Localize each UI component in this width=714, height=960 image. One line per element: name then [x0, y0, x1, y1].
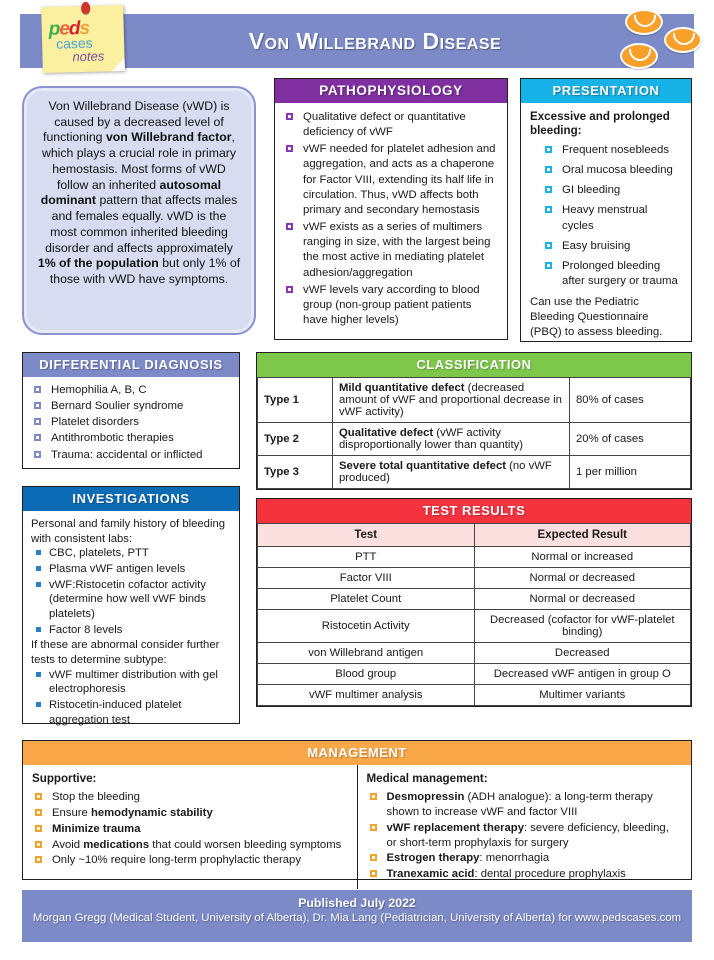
investigations-body — [23, 511, 239, 734]
management-medical-heading: Medical management: — [366, 772, 488, 785]
list-item: Estrogen therapy: menorrhagia — [367, 851, 683, 866]
logo-cases-text: cases — [55, 34, 93, 52]
test-name-cell: vWF multimer analysis — [258, 685, 475, 706]
table-row — [258, 423, 691, 456]
classification-table — [257, 377, 691, 489]
presentation-title: PRESENTATION — [521, 79, 691, 103]
test-results-table-panel — [256, 498, 692, 707]
smile-coin-icon — [664, 27, 702, 53]
table-row — [258, 643, 691, 664]
presentation-panel — [520, 78, 692, 342]
table-row — [258, 547, 691, 568]
table-row — [258, 456, 691, 489]
table-row — [258, 568, 691, 589]
management-supportive-list — [32, 790, 348, 867]
table-row — [258, 589, 691, 610]
differential-diagnosis-list — [31, 383, 231, 463]
classification-frequency-cell: 80% of cases — [570, 378, 691, 423]
list-item: Avoid medications that could worsen bleeding symptoms — [32, 838, 348, 853]
classification-title: CLASSIFICATION — [257, 353, 691, 377]
differential-diagnosis-panel — [22, 352, 240, 469]
list-item: vWF:Ristocetin cofactor activity (determine how well vWF binds platelets) — [33, 578, 231, 622]
classification-frequency-cell: 1 per million — [570, 456, 691, 489]
logo-letter-p: p — [48, 18, 60, 40]
list-item: Prolonged bleeding after surgery or trauma — [542, 259, 682, 289]
investigations-list-primary — [33, 546, 231, 637]
footer-published-date: Published July 2022 — [298, 896, 416, 910]
expected-result-cell: Normal or decreased — [474, 568, 691, 589]
list-item: Bernard Soulier syndrome — [31, 399, 231, 414]
pathophysiology-body — [275, 103, 507, 338]
logo-letter-s: s — [79, 17, 90, 40]
management-supportive-heading: Supportive: — [32, 772, 97, 785]
management-panel — [22, 740, 692, 880]
presentation-list — [542, 143, 682, 289]
list-item: vWF replacement therapy: severe deficiency, bleeding, or short-term prophylaxis for surgery — [367, 821, 683, 850]
list-item: Ensure hemodynamic stability — [32, 806, 348, 821]
table-row — [258, 685, 691, 706]
management-title: MANAGEMENT — [23, 741, 691, 765]
investigations-title: INVESTIGATIONS — [23, 487, 239, 511]
investigations-panel — [22, 486, 240, 724]
list-item: Qualitative defect or quantitative deficiency of vWF — [283, 110, 499, 140]
table-row — [258, 378, 691, 423]
table-row — [258, 610, 691, 643]
test-name-cell: von Willebrand antigen — [258, 643, 475, 664]
presentation-body — [521, 103, 691, 347]
expected-result-cell: Multimer variants — [474, 685, 691, 706]
test-name-cell: Ristocetin Activity — [258, 610, 475, 643]
logo-letter-e: e — [59, 18, 70, 40]
list-item: Antithrombotic therapies — [31, 431, 231, 446]
classification-type-cell: Type 1 — [258, 378, 333, 423]
footer-credits: Morgan Gregg (Medical Student, University of Alberta), Dr. Mia Lang (Pediatrician, University of Alberta) for www.pedscases.com — [32, 912, 682, 924]
test-results-table-body — [258, 547, 691, 706]
list-item: Frequent nosebleeds — [542, 143, 682, 158]
differential-diagnosis-title: DIFFERENTIAL DIAGNOSIS — [23, 353, 239, 377]
list-item: vWF needed for platelet adhesion and aggregation, and acts as a chaperone for Factor VIII, extending its half life in circulation. Thus, vWD affects both primary and secondary hemostasis — [283, 142, 499, 218]
classification-frequency-cell: 20% of cases — [570, 423, 691, 456]
classification-type-cell: Type 2 — [258, 423, 333, 456]
list-item: vWF levels vary according to blood group (non-group patient patients have higher levels) — [283, 283, 499, 328]
column-header: Expected Result — [474, 524, 691, 547]
list-item: Desmopressin (ADH analogue): a long-term therapy shown to increase vWF and factor VIII — [367, 790, 683, 819]
pathophysiology-title: PATHOPHYSIOLOGY — [275, 79, 507, 103]
list-item: Trauma: accidental or inflicted — [31, 448, 231, 463]
classification-table-body — [258, 378, 691, 489]
logo-notes-text: notes — [72, 48, 105, 65]
test-name-cell: PTT — [258, 547, 475, 568]
smile-coin-icon — [620, 43, 658, 69]
list-item: Plasma vWF antigen levels — [33, 562, 231, 577]
page-footer — [22, 890, 692, 942]
investigations-list-secondary — [33, 668, 231, 728]
table-header-row — [258, 524, 691, 547]
pushpin-icon — [81, 2, 90, 14]
expected-result-cell: Decreased — [474, 643, 691, 664]
list-item: Tranexamic acid: dental procedure prophylaxis — [367, 867, 683, 882]
management-medical-list — [367, 790, 683, 881]
list-item: Minimize trauma — [32, 822, 348, 837]
differential-diagnosis-body — [23, 377, 239, 471]
pedscases-logo — [41, 5, 125, 73]
list-item: Platelet disorders — [31, 415, 231, 430]
smile-coin-icon — [625, 9, 663, 35]
test-results-title: TEST RESULTS — [257, 499, 691, 523]
expected-result-cell: Decreased vWF antigen in group O — [474, 664, 691, 685]
list-item: Easy bruising — [542, 239, 682, 254]
expected-result-cell: Normal or increased — [474, 547, 691, 568]
classification-description-cell: Severe total quantitative defect (no vWF produced) — [333, 456, 570, 489]
logo-letter-d: d — [68, 18, 80, 40]
management-medical-column — [358, 765, 692, 889]
list-item: Oral mucosa bleeding — [542, 163, 682, 178]
list-item: Only ~10% require long-term prophylactic therapy — [32, 853, 348, 868]
test-results-table — [257, 523, 691, 706]
column-header: Test — [258, 524, 475, 547]
test-name-cell: Blood group — [258, 664, 475, 685]
intro-summary-text: Von Willebrand Disease (vWD) is caused by a decreased level of functioning von Willebrand factor, which plays a crucial role in primary hemostasis. Most forms of vWD follow an inherited autosomal dominant pattern that affects males and females equally. vWD is the most common inherited bleeding disorder and affects approximately 1% of the population but only 1% of those with vWD have symptoms. — [37, 99, 241, 287]
table-row — [258, 664, 691, 685]
list-item: vWF exists as a series of multimers ranging in size, with the largest being the most active in mediating platelet adhesion/aggregation — [283, 220, 499, 281]
list-item: Hemophilia A, B, C — [31, 383, 231, 398]
list-item: Heavy menstrual cycles — [542, 203, 682, 233]
pathophysiology-list — [283, 110, 499, 328]
test-name-cell: Factor VIII — [258, 568, 475, 589]
expected-result-cell: Decreased (cofactor for vWF-platelet binding) — [474, 610, 691, 643]
classification-type-cell: Type 3 — [258, 456, 333, 489]
list-item: Ristocetin-induced platelet aggregation test — [33, 698, 231, 727]
management-supportive-column — [23, 765, 358, 889]
presentation-subtitle: Excessive and prolonged bleeding: — [530, 110, 670, 138]
list-item: CBC, platelets, PTT — [33, 546, 231, 561]
list-item: Factor 8 levels — [33, 623, 231, 638]
list-item: vWF multimer distribution with gel electrophoresis — [33, 668, 231, 697]
pathophysiology-panel — [274, 78, 508, 340]
test-name-cell: Platelet Count — [258, 589, 475, 610]
investigations-lead-text: Personal and family history of bleeding with consistent labs: — [31, 518, 226, 545]
expected-result-cell: Normal or decreased — [474, 589, 691, 610]
classification-table-panel — [256, 352, 692, 490]
test-results-table-head — [258, 524, 691, 547]
presentation-footnote: Can use the Pediatric Bleeding Questionnaire (PBQ) to assess bleeding. — [530, 296, 663, 338]
list-item: Stop the bleeding — [32, 790, 348, 805]
classification-description-cell: Mild quantitative defect (decreased amount of vWF and proportional decrease in vWF activity) — [333, 378, 570, 423]
classification-description-cell: Qualitative defect (vWF activity disproportionally lower than quantity) — [333, 423, 570, 456]
intro-summary-box — [22, 86, 256, 335]
list-item: GI bleeding — [542, 183, 682, 198]
page-title: Von Willebrand Disease — [248, 28, 502, 54]
investigations-mid-text: If these are abnormal consider further tests to determine subtype: — [31, 639, 220, 667]
management-columns — [23, 765, 691, 889]
